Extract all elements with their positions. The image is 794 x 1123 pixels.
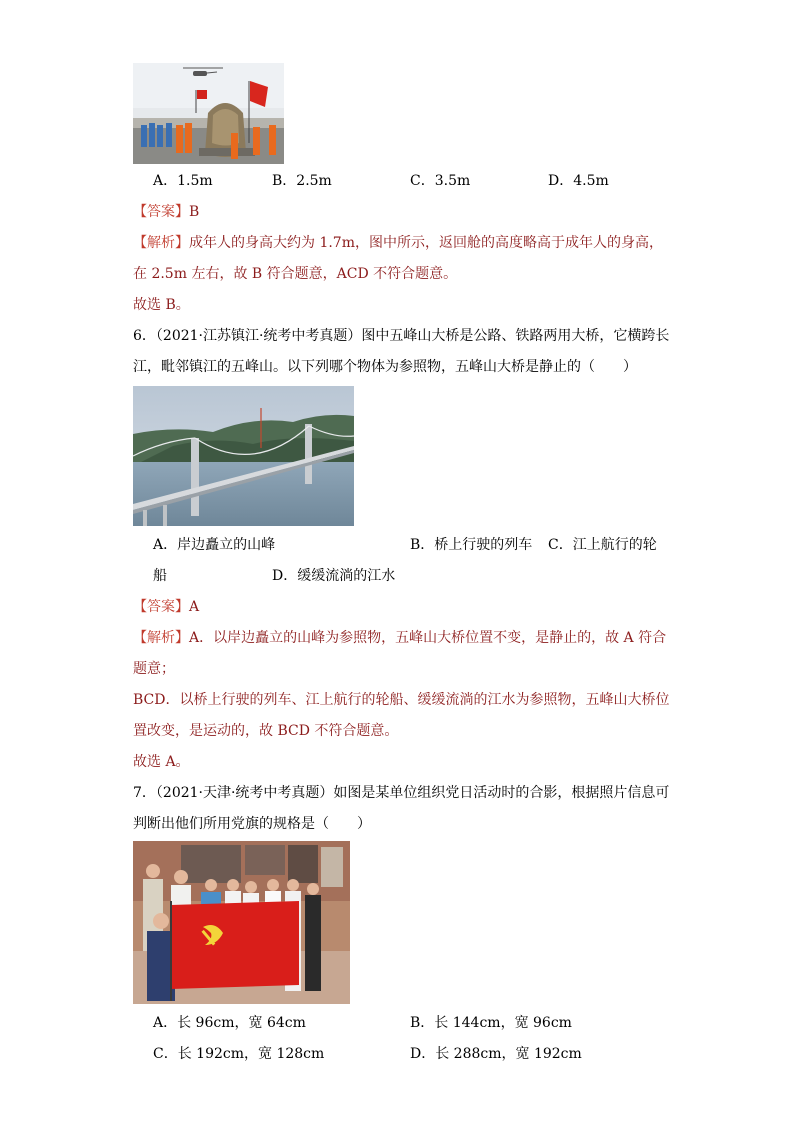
q5-option-a[interactable]: A．1.5m	[153, 173, 213, 189]
analysis-label: 【解析】	[133, 235, 189, 251]
q7-option-c[interactable]: C．长 192cm，宽 128cm	[153, 1046, 325, 1062]
analysis-text: 成年人的身高大约为 1.7m，图中所示，返回舱的高度略高于成年人的身高，	[189, 235, 663, 251]
q5-option-d[interactable]: D．4.5m	[548, 173, 609, 189]
q6-analysis-line1	[133, 628, 666, 648]
q5-answer	[133, 202, 199, 222]
q7-option-d[interactable]: D．长 288cm，宽 192cm	[410, 1046, 582, 1062]
q6-answer	[133, 597, 199, 617]
q5-option-b[interactable]: B．2.5m	[272, 173, 332, 189]
analysis-label: 【解析】	[133, 630, 189, 646]
q5-analysis-line2: 在 2.5m 左右，故 B 符合题意，ACD 不符合题意。	[133, 266, 458, 282]
analysis-text: A．以岸边矗立的山峰为参照物，五峰山大桥位置不变，是静止的，故 A 符合	[189, 630, 667, 646]
answer-value: B	[189, 204, 200, 220]
q5-option-c[interactable]: C．3.5m	[410, 173, 471, 189]
q6-analysis-line4: 置改变，是运动的，故 BCD 不符合题意。	[133, 723, 399, 739]
answer-label: 【答案】	[133, 204, 189, 220]
q7-option-a[interactable]: A．长 96cm，宽 64cm	[153, 1015, 306, 1031]
q6-option-c[interactable]: C．江上航行的轮	[548, 537, 657, 553]
q7-stem-line2: 判断出他们所用党旗的规格是（ ）	[133, 816, 371, 832]
q7-option-b[interactable]: B．长 144cm，宽 96cm	[410, 1015, 572, 1031]
q6-option-c-continued: 船	[153, 568, 167, 584]
answer-label: 【答案】	[133, 599, 189, 615]
party-day-group-photo	[133, 841, 350, 1004]
q6-analysis-line2: 题意；	[133, 661, 175, 677]
q6-option-d[interactable]: D．缓缓流淌的江水	[272, 568, 396, 584]
q6-stem-line1: 6．（2021·江苏镇江·统考中考真题）图中五峰山大桥是公路、铁路两用大桥，它横跨长	[133, 328, 670, 344]
q6-analysis-line3: BCD．以桥上行驶的列车、江上航行的轮船、缓缓流淌的江水为参照物，五峰山大桥位	[133, 692, 670, 708]
q5-analysis-line1	[133, 233, 663, 253]
q6-option-b[interactable]: B．桥上行驶的列车	[410, 537, 533, 553]
return-capsule-photo	[133, 63, 284, 164]
wufengshan-bridge-photo	[133, 386, 354, 526]
q6-conclusion: 故选 A。	[133, 754, 190, 770]
q7-stem-line1: 7．（2021·天津·统考中考真题）如图是某单位组织党日活动时的合影，根据照片信息可	[133, 785, 670, 801]
q5-conclusion: 故选 B。	[133, 297, 190, 313]
q6-stem-line2: 江，毗邻镇江的五峰山。以下列哪个物体为参照物，五峰山大桥是静止的（ ）	[133, 359, 637, 375]
answer-value: A	[189, 599, 200, 615]
q6-option-a[interactable]: A．岸边矗立的山峰	[153, 537, 276, 553]
